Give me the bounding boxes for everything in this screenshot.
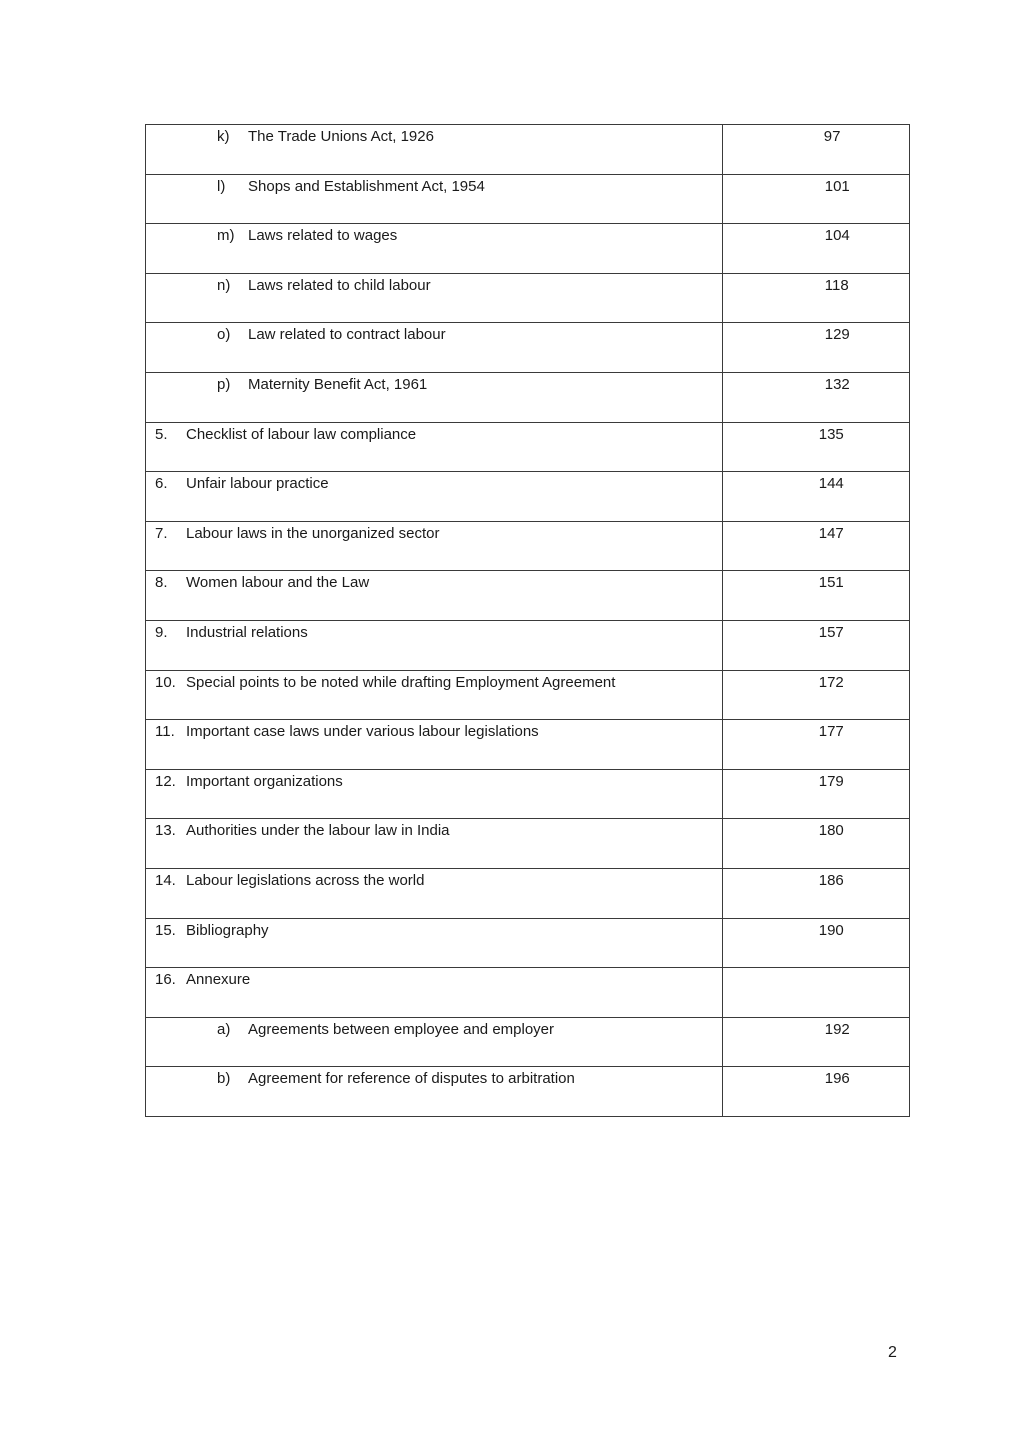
toc-page-cell	[722, 1017, 909, 1067]
toc-entry-page: 190	[818, 921, 844, 939]
toc-page-cell	[722, 372, 909, 422]
toc-page-cell	[722, 918, 909, 968]
toc-entry-title: Annexure	[186, 971, 251, 989]
toc-entry-title: Bibliography	[186, 921, 269, 939]
toc-entry-title: Laws related to child labour	[248, 276, 431, 294]
toc-row	[146, 670, 910, 720]
toc-row	[146, 125, 910, 175]
toc-row	[146, 769, 910, 819]
toc-entry-title: The Trade Unions Act, 1926	[248, 128, 434, 145]
toc-page-cell	[722, 1067, 909, 1117]
toc-title-cell	[146, 620, 723, 670]
toc-entry-title: Important case laws under various labour legislations	[186, 723, 539, 741]
toc-row	[146, 819, 910, 869]
toc-title-cell	[146, 224, 723, 274]
toc-entry-title: Special points to be noted while drafting Employment Agreement	[186, 673, 616, 691]
toc-page-cell	[722, 472, 909, 522]
toc-entry-page: 179	[818, 772, 844, 790]
toc-entry-number: 13.	[155, 822, 176, 840]
toc-entry-number: 5.	[155, 425, 168, 443]
toc-entry-page: 101	[824, 177, 850, 195]
toc-entry-page: 135	[818, 425, 844, 443]
toc-entry-number: 12.	[155, 772, 176, 790]
toc-page-cell	[722, 125, 909, 175]
toc-row	[146, 422, 910, 472]
toc-title-cell	[146, 372, 723, 422]
toc-entry-page: 151	[818, 574, 844, 592]
toc-entry-title: Law related to contract labour	[248, 326, 446, 344]
toc-entry-number: 15.	[155, 921, 176, 939]
toc-page-cell	[722, 968, 909, 1018]
toc-page-cell	[722, 769, 909, 819]
toc-title-cell	[146, 273, 723, 323]
toc-entry-number: b)	[217, 1070, 231, 1088]
toc-title-cell	[146, 521, 723, 571]
toc-entry-number: 9.	[155, 623, 168, 641]
toc-title-cell	[146, 670, 723, 720]
toc-title-cell	[146, 819, 723, 869]
toc-entry-page: 97	[823, 128, 841, 145]
toc-page-cell	[722, 868, 909, 918]
toc-entry-page: 180	[818, 822, 844, 840]
toc-entry-number: 10.	[155, 673, 176, 691]
toc-page-cell	[722, 720, 909, 770]
toc-entry-page: 186	[818, 871, 844, 889]
toc-entry-title: Women labour and the Law	[186, 574, 370, 592]
toc-entry-page: 192	[824, 1020, 850, 1038]
toc-entry-page: 118	[824, 276, 849, 294]
toc-title-cell	[146, 323, 723, 373]
toc-row	[146, 620, 910, 670]
toc-entry-page: 177	[818, 723, 844, 741]
toc-row	[146, 472, 910, 522]
toc-row	[146, 1017, 910, 1067]
toc-row	[146, 571, 910, 621]
toc-entry-title: Labour legislations across the world	[186, 871, 425, 889]
toc-title-cell	[146, 571, 723, 621]
toc-page-cell	[722, 571, 909, 621]
toc-row	[146, 918, 910, 968]
toc-entry-page: 172	[818, 673, 844, 691]
toc-entry-title: Agreement for reference of disputes to arbitration	[248, 1070, 575, 1088]
toc-entry-number: n)	[217, 276, 231, 294]
page-number: 2	[888, 1344, 897, 1361]
toc-title-cell	[146, 472, 723, 522]
toc-entry-page: 196	[824, 1070, 850, 1088]
toc-entry-page: 129	[824, 326, 850, 344]
toc-title-cell	[146, 868, 723, 918]
toc-row	[146, 720, 910, 770]
toc-entry-number: m)	[217, 227, 235, 245]
toc-page-cell	[722, 620, 909, 670]
toc-entry-number: 16.	[155, 971, 176, 989]
toc-row	[146, 224, 910, 274]
toc-entry-number: 11.	[155, 723, 175, 741]
toc-row	[146, 1067, 910, 1117]
toc-body	[146, 125, 910, 1117]
toc-title-cell	[146, 174, 723, 224]
toc-entry-title: Industrial relations	[186, 623, 308, 641]
toc-entry-title: Labour laws in the unorganized sector	[186, 524, 440, 542]
toc-entry-title: Authorities under the labour law in India	[186, 822, 450, 840]
toc-entry-title: Checklist of labour law compliance	[186, 425, 417, 443]
toc-entry-title: Maternity Benefit Act, 1961	[248, 375, 428, 393]
toc-entry-number: o)	[217, 326, 231, 344]
toc-entry-title: Shops and Establishment Act, 1954	[248, 177, 485, 195]
toc-page-cell	[722, 323, 909, 373]
toc-entry-number: 7.	[155, 524, 168, 542]
toc-page-cell	[722, 273, 909, 323]
toc-row	[146, 372, 910, 422]
toc-entry-number: a)	[217, 1020, 231, 1038]
toc-entry-page: 104	[824, 227, 850, 245]
toc-entry-number: 8.	[155, 574, 168, 592]
toc-title-cell	[146, 422, 723, 472]
toc-entry-number: p)	[217, 375, 231, 393]
toc-page-cell	[722, 422, 909, 472]
toc-row	[146, 174, 910, 224]
toc-page-cell	[722, 224, 909, 274]
toc-title-cell	[146, 720, 723, 770]
toc-title-cell	[146, 769, 723, 819]
table-of-contents	[145, 124, 910, 1117]
toc-page-cell	[722, 819, 909, 869]
toc-entry-title: Agreements between employee and employer	[248, 1020, 555, 1038]
toc-row	[146, 273, 910, 323]
toc-row	[146, 323, 910, 373]
toc-entry-page: 144	[818, 475, 844, 493]
toc-entry-number: 6.	[155, 475, 168, 493]
toc-entry-title: Important organizations	[186, 772, 343, 790]
toc-entry-page: 157	[818, 623, 844, 641]
toc-entry-number: k)	[217, 128, 230, 145]
toc-entry-page: 132	[824, 375, 850, 393]
toc-page-cell	[722, 174, 909, 224]
toc-title-cell	[146, 1017, 723, 1067]
toc-page-cell	[722, 670, 909, 720]
toc-entry-number: 14.	[155, 871, 176, 889]
toc-page-cell	[722, 521, 909, 571]
toc-row	[146, 521, 910, 571]
toc-row	[146, 868, 910, 918]
toc-row	[146, 968, 910, 1018]
toc-title-cell	[146, 918, 723, 968]
toc-title-cell	[146, 968, 723, 1018]
toc-title-cell	[146, 1067, 723, 1117]
toc-entry-title: Unfair labour practice	[186, 475, 329, 493]
toc-title-cell	[146, 125, 723, 175]
toc-entry-page: 147	[818, 524, 844, 542]
toc-entry-title: Laws related to wages	[248, 227, 398, 245]
toc-entry-number: l)	[217, 177, 226, 195]
